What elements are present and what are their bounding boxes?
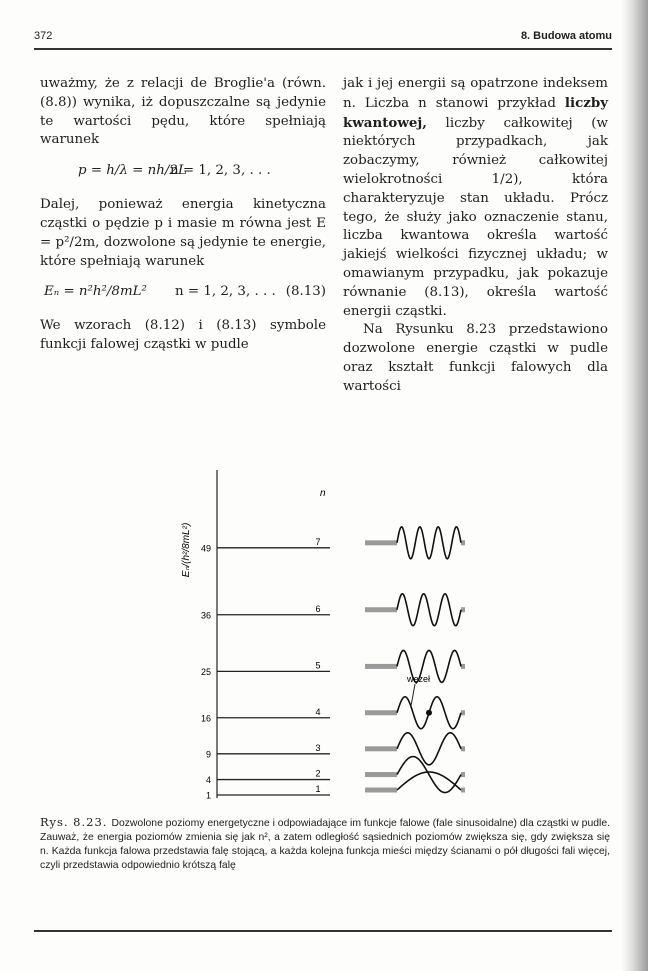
potential-wall-right <box>461 788 465 793</box>
paragraph <box>343 75 608 321</box>
potential-wall-left <box>365 772 397 777</box>
quantum-number-label: 6 <box>315 603 321 614</box>
potential-wall-right <box>461 664 465 669</box>
chapter-title: 8. Budowa atomu <box>520 30 612 42</box>
potential-wall-right <box>461 746 465 751</box>
energy-levels <box>201 537 330 800</box>
caption-text: Dozwolone poziomy energetyczne i odpowiadające im funkcje falowe (fale sinusoidalne) dla cząstki w pudle. Zauważ, że energia poziomów zmienia się jak n², a zatem odległość sąsiednich poziomów zwiększa się, gdy zwiększa się n. Każda funkcja falowa przedstawia falę stojącą, a każda kolejna funkcja mieści między ścianami o pół długości fali więcej, czyli przedstawia odpowiednio krótszą falę <box>40 818 610 871</box>
node-pointer <box>411 684 415 706</box>
energy-tick-label: 49 <box>200 543 211 554</box>
potential-wall-left <box>365 607 397 612</box>
potential-wall-left <box>365 710 397 715</box>
bottom-rule <box>34 930 612 932</box>
wavefunction-curve <box>397 594 461 626</box>
potential-wall-right <box>461 772 465 777</box>
potential-wall-left <box>365 788 397 793</box>
right-column <box>343 75 608 397</box>
figure-caption <box>40 815 610 873</box>
potential-wall-right <box>461 607 465 612</box>
energy-tick-label: 16 <box>200 713 211 724</box>
header-rule <box>34 48 612 50</box>
equation-expression: p = h/λ = nh/2L <box>78 163 187 179</box>
energy-tick-label: 36 <box>200 610 211 621</box>
paragraph: uważmy, że z relacji de Broglie'a (równ. (8.8)) wynika, iż dopuszczalne są jedynie te wartości pędu, które spełniają warunek <box>40 76 326 148</box>
energy-tick-label: 9 <box>205 749 211 760</box>
paragraph: Dalej, ponieważ energia kinetyczna cząstki o pędzie p i masie m równa jest E = p²/2m, dozwolone są jedynie te energie, które spełniają warunek <box>40 197 326 269</box>
potential-wall-left <box>365 746 397 751</box>
paragraph: We wzorach (8.12) i (8.13) symbole funkcji falowej cząstki w pudle <box>40 318 326 353</box>
energy-tick-label: 1 <box>205 790 211 800</box>
n-column-header: n <box>320 488 326 499</box>
quantum-number-label: 7 <box>315 536 321 547</box>
equation-number: (8.13) <box>285 284 326 300</box>
page-number: 372 <box>34 30 53 42</box>
energy-tick-label: 4 <box>205 775 211 786</box>
left-column <box>40 75 326 355</box>
energy-tick-label: 25 <box>200 666 211 677</box>
quantum-number-label: 3 <box>315 742 321 753</box>
bold-term: liczby kwantowej, <box>343 94 608 131</box>
page-edge-shadow <box>622 0 648 971</box>
node-label: węzeł <box>407 674 431 684</box>
potential-wall-left <box>365 540 397 545</box>
equation-8-12 <box>40 152 326 192</box>
caption-label: Rys. 8.23. <box>40 815 108 829</box>
quantum-number-label: 1 <box>315 784 321 794</box>
quantum-number-label: 4 <box>315 706 321 717</box>
equation-expression: Eₙ = n²h²/8mL² <box>44 284 147 300</box>
running-header <box>34 30 612 46</box>
potential-wall-right <box>461 710 465 715</box>
equation-range: n = 1, 2, 3, . . . <box>170 163 271 179</box>
wavefunctions <box>365 527 465 793</box>
quantum-number-label: 5 <box>315 660 321 671</box>
quantum-number-label: 2 <box>315 768 321 779</box>
potential-wall-right <box>461 540 465 545</box>
energy-level-figure <box>175 470 465 800</box>
text-run: jak i jej energii są opatrzone indeksem n. Liczba n stanowi przykład <box>343 76 608 111</box>
equation-range: n = 1, 2, 3, . . . <box>175 284 276 300</box>
text-run: liczby całkowitej (w niektórych przypadkach, jak zobaczymy, również całkowitej wielokrotności 1/2), która charakteryzuje stan układu. Prócz tego, że służy jako oznaczenie stanu, liczba kwantowa określa wartość jakiejś wielkości fizycznej układu; w omawianym przypadku, jak pokazuje równanie (8.13), określa wartość energii cząstki. <box>343 115 608 319</box>
node-marker <box>426 710 432 716</box>
y-axis-label: Eₙ/(h²/8mL²) <box>181 522 192 578</box>
wavefunction-curve <box>397 527 461 559</box>
wavefunction-curve <box>397 757 461 793</box>
potential-wall-left <box>365 664 397 669</box>
equation-8-13 <box>40 273 326 313</box>
paragraph: Na Rysunku 8.23 przedstawiono dozwolone energie cząstki w pudle oraz kształt funkcji falowych dla wartości <box>343 322 608 394</box>
